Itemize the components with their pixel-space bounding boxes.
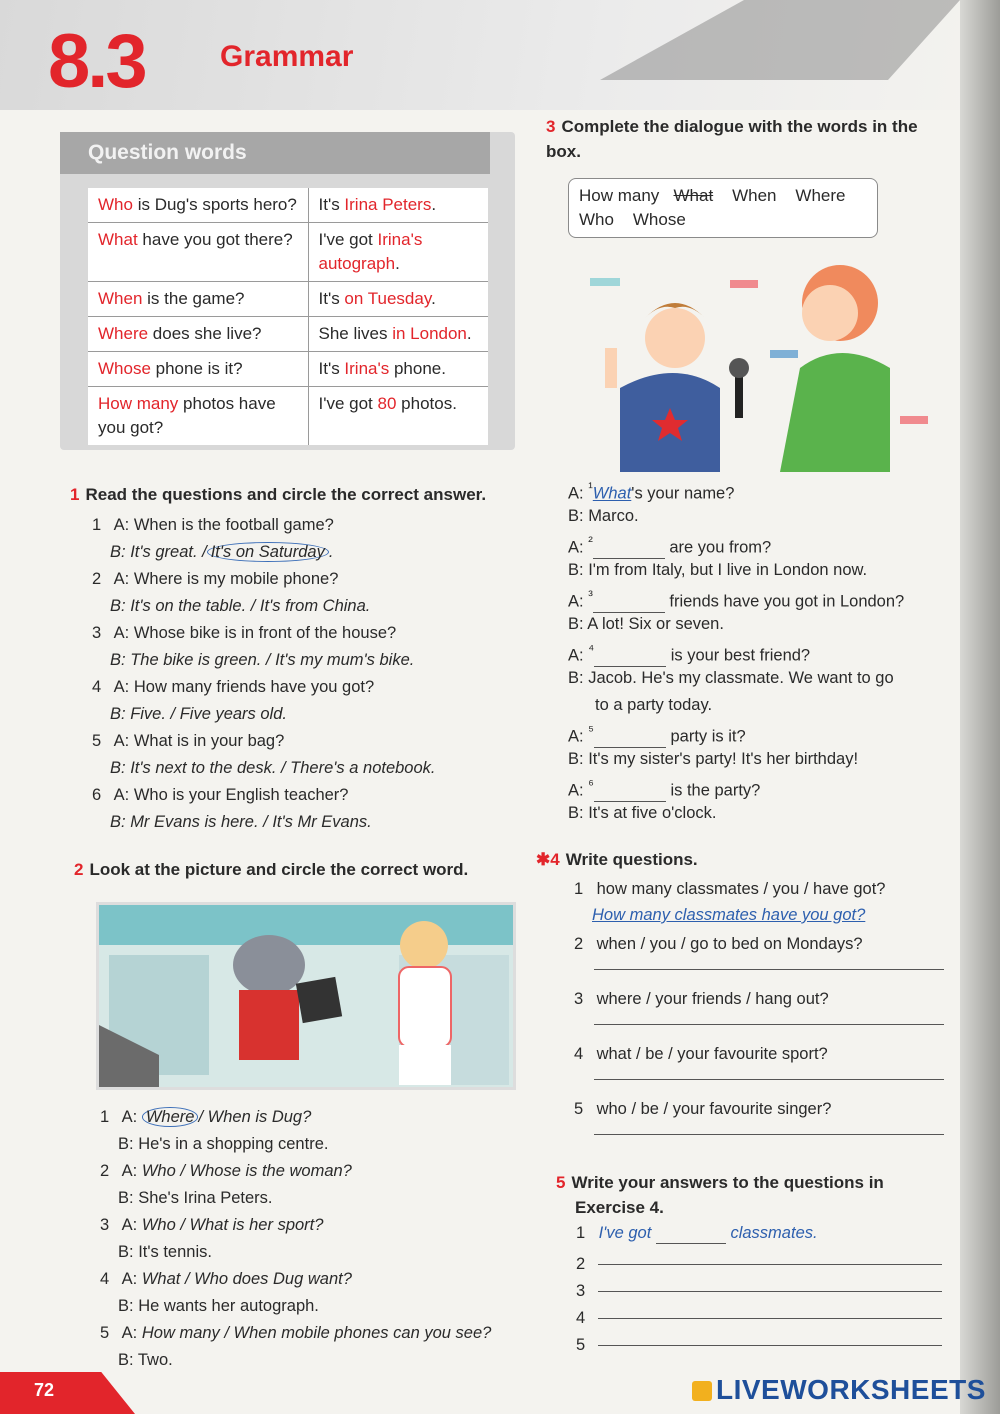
ex4-prompt: 4 what / be / your favourite sport? bbox=[574, 1045, 828, 1063]
star-icon: ✱ bbox=[536, 850, 551, 869]
ex5-answer[interactable]: 2 bbox=[576, 1251, 942, 1278]
ex1-question: 2 A: Where is my mobile phone? bbox=[92, 570, 339, 588]
exercise-1-items bbox=[92, 516, 522, 840]
filled-blank[interactable]: What bbox=[592, 484, 632, 503]
answer-blank[interactable] bbox=[594, 647, 666, 667]
ex4-answer-line[interactable] bbox=[594, 1079, 944, 1080]
table-row: When is the game? It's on Tuesday. bbox=[88, 282, 488, 317]
page-number-tab bbox=[0, 1372, 135, 1414]
page-number: 72 bbox=[34, 1380, 55, 1400]
word-option: Where bbox=[795, 186, 846, 205]
word-option: When bbox=[732, 186, 777, 205]
answer-blank[interactable] bbox=[593, 539, 665, 559]
ex1-options[interactable]: B: It's on the table. / It's from China. bbox=[110, 597, 371, 615]
question-words-table bbox=[88, 188, 488, 445]
ex5-answer[interactable]: 1 I've got classmates. bbox=[576, 1224, 818, 1242]
ex2-answer: B: It's tennis. bbox=[118, 1243, 212, 1261]
circled-answer[interactable]: Where bbox=[142, 1107, 199, 1127]
unit-number: 8.3 bbox=[48, 19, 145, 104]
ex1-question: 3 A: Whose bike is in front of the house? bbox=[92, 624, 397, 642]
ex4-answer-line[interactable] bbox=[594, 1024, 944, 1025]
ex1-options[interactable]: B: Mr Evans is here. / It's Mr Evans. bbox=[110, 813, 372, 831]
ex2-answer: B: Two. bbox=[118, 1351, 173, 1369]
answer-blank[interactable] bbox=[656, 1224, 726, 1244]
exercise-4-items bbox=[574, 880, 944, 1135]
exercise-2-items bbox=[100, 1108, 530, 1378]
ex2-question[interactable]: 4 A: What / Who does Dug want? bbox=[100, 1270, 352, 1288]
ex1-options[interactable]: B: The bike is green. / It's my mum's bike. bbox=[110, 651, 415, 669]
dialogue-line[interactable]: A: $^{^3}$ friends have you got in London? bbox=[568, 588, 905, 611]
ex5-answer[interactable]: 3 bbox=[576, 1278, 942, 1305]
exercise-5-heading: 5 Write your answers to the questions in Exercise 4. bbox=[556, 1173, 884, 1217]
dialogue-line[interactable]: A: $^{^6}$ is the party? bbox=[568, 777, 761, 800]
dialogue-line: B: It's my sister's party! It's her birthday! bbox=[568, 750, 859, 768]
brand-logo: LIVEWORKSHEETS bbox=[716, 1374, 986, 1405]
ex2-answer: B: She's Irina Peters. bbox=[118, 1189, 273, 1207]
exercise-4-heading: ✱4 Write questions. bbox=[536, 850, 698, 869]
section-title: Grammar bbox=[220, 40, 354, 73]
word-option: Who bbox=[579, 210, 614, 229]
table-row: Where does she live? She lives in London. bbox=[88, 317, 488, 352]
ex1-question: 6 A: Who is your English teacher? bbox=[92, 786, 349, 804]
shopping-centre-illustration bbox=[96, 902, 516, 1090]
dialogue-line: B: It's at five o'clock. bbox=[568, 804, 717, 822]
word-option: Whose bbox=[632, 210, 686, 229]
dialogue-line: B: Jacob. He's my classmate. We want to go bbox=[568, 669, 894, 687]
ex1-options[interactable]: B: It's great. / It's on Saturday . bbox=[110, 543, 334, 561]
exercise-3-dialogue bbox=[568, 480, 948, 831]
answer-blank[interactable] bbox=[593, 593, 665, 613]
answer-blank[interactable] bbox=[594, 782, 666, 802]
ex5-answer[interactable]: 5 bbox=[576, 1332, 942, 1359]
dialogue-line[interactable]: A: $^{^1}$What's your name? bbox=[568, 480, 735, 503]
dialogue-line[interactable]: A: $^{^4}$ is your best friend? bbox=[568, 642, 811, 665]
ex2-answer: B: He wants her autograph. bbox=[118, 1297, 319, 1315]
exercise-1-heading: 1 Read the questions and circle the correct answer. bbox=[70, 485, 487, 504]
word-box bbox=[568, 178, 878, 238]
ex1-question: 5 A: What is in your bag? bbox=[92, 732, 285, 750]
circled-answer[interactable]: It's on Saturday bbox=[207, 542, 329, 562]
ex4-answer-line[interactable] bbox=[594, 1134, 944, 1135]
ex4-prompt: 1 how many classmates / you / have got? bbox=[574, 880, 886, 898]
answer-blank[interactable] bbox=[594, 728, 666, 748]
ex1-options[interactable]: B: Five. / Five years old. bbox=[110, 705, 287, 723]
dialogue-line: B: I'm from Italy, but I live in London now. bbox=[568, 561, 868, 579]
ex4-answer-line[interactable] bbox=[594, 969, 944, 970]
exercise-3-heading: 3 Complete the dialogue with the words in the box. bbox=[546, 117, 918, 161]
exercise-5-items bbox=[576, 1224, 942, 1359]
ex5-answer[interactable]: 4 bbox=[576, 1305, 942, 1332]
exercise-2-heading: 2 Look at the picture and circle the correct word. bbox=[74, 860, 469, 879]
dialogue-line-continued: to a party today. bbox=[595, 696, 713, 714]
dialogue-line[interactable]: A: $^{^2}$ are you from? bbox=[568, 534, 772, 557]
table-row: What have you got there? I've got Irina's autograph. bbox=[88, 223, 488, 282]
ex2-answer: B: He's in a shopping centre. bbox=[118, 1135, 329, 1153]
ex2-question[interactable]: 3 A: Who / What is her sport? bbox=[100, 1216, 324, 1234]
word-option-used: What bbox=[673, 186, 714, 205]
ex4-prompt: 3 where / your friends / hang out? bbox=[574, 990, 829, 1008]
table-row: Whose phone is it? It's Irina's phone. bbox=[88, 352, 488, 387]
dialogue-line: B: A lot! Six or seven. bbox=[568, 615, 724, 633]
ex4-answer-line[interactable]: How many classmates have you got? bbox=[592, 906, 866, 924]
ex1-question: 4 A: How many friends have you got? bbox=[92, 678, 375, 696]
page-spine-shadow bbox=[960, 0, 1000, 1414]
grammar-box-title: Question words bbox=[88, 141, 247, 164]
table-row: How many photos have you got? I've got 80 photos. bbox=[88, 387, 488, 446]
word-option: How many bbox=[579, 186, 660, 205]
interview-illustration bbox=[590, 258, 940, 472]
ex1-options[interactable]: B: It's next to the desk. / There's a notebook. bbox=[110, 759, 436, 777]
ex2-question[interactable]: 5 A: How many / When mobile phones can you see? bbox=[100, 1324, 492, 1342]
ex2-question[interactable]: 1 A: Where / When is Dug? bbox=[100, 1108, 312, 1126]
ex1-question: 1 A: When is the football game? bbox=[92, 516, 334, 534]
ex4-prompt: 2 when / you / go to bed on Mondays? bbox=[574, 935, 863, 953]
dialogue-line: B: Marco. bbox=[568, 507, 639, 525]
table-row: Who is Dug's sports hero? It's Irina Peters. bbox=[88, 188, 488, 223]
dialogue-line[interactable]: A: $^{^5}$ party is it? bbox=[568, 723, 746, 746]
ex4-prompt: 5 who / be / your favourite singer? bbox=[574, 1100, 832, 1118]
ex2-question[interactable]: 2 A: Who / Whose is the woman? bbox=[100, 1162, 352, 1180]
